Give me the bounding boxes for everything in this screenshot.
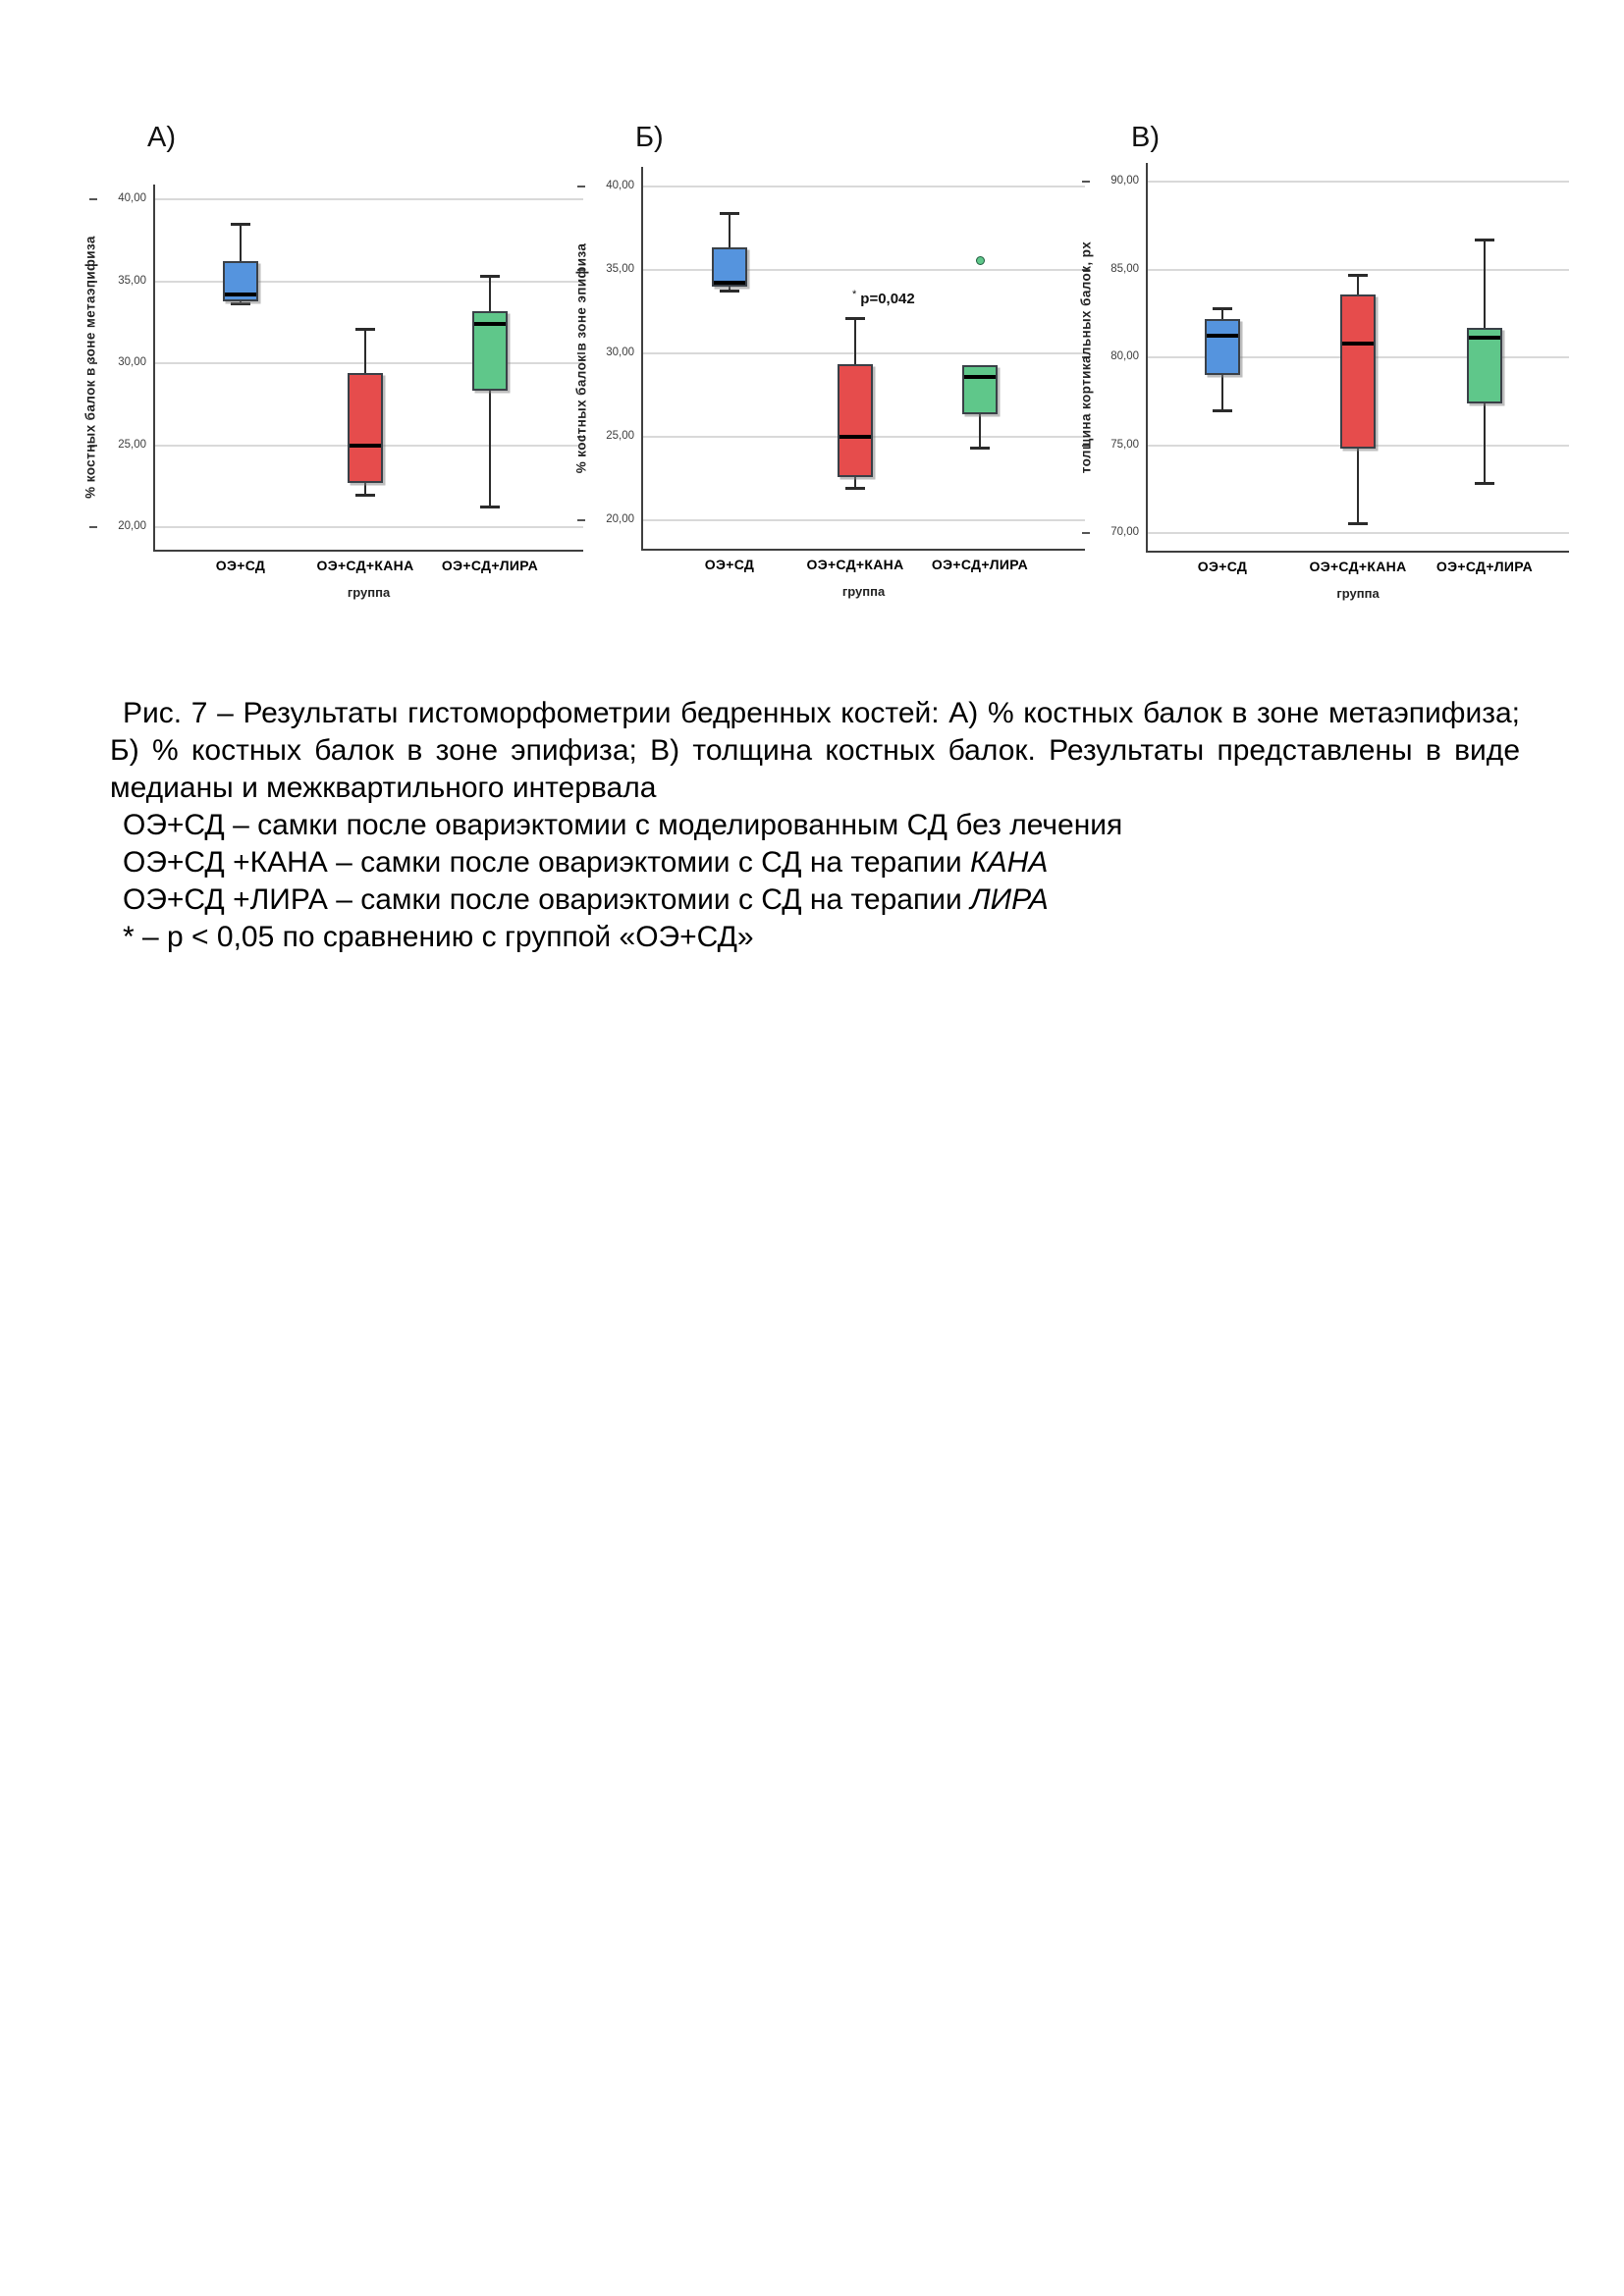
whisker-cap-bottom <box>1348 522 1368 525</box>
y-tick-label: 85,00 <box>1110 262 1139 275</box>
panel-label: А) <box>147 122 176 153</box>
box-ОЭ+СД <box>1205 319 1240 375</box>
x-category-label: ОЭ+СД <box>704 557 755 572</box>
y-tick-mark <box>1082 532 1090 534</box>
whisker-cap-bottom <box>1213 409 1232 412</box>
figure-caption-block <box>110 695 1520 956</box>
y-tick-label: 75,00 <box>1110 438 1139 451</box>
whisker-cap-top <box>1213 307 1232 310</box>
figure-caption: Рис. 7 – Результаты гистоморфометрии бедренных костей: А) % костных балок в зоне метаэпифиза; Б) % костных балок в зоне эпифиза; В) толщина костных балок. Результаты представлены в виде медианы и межквартильного интервала <box>110 697 1520 804</box>
y-tick-label: 30,00 <box>118 356 146 368</box>
y-tick-label: 40,00 <box>606 180 634 191</box>
legend-text: ОЭ+СД +ЛИРА – самки после овариэктомии с СД на терапии <box>123 883 971 916</box>
p-value-text: p=0,042 <box>860 290 915 307</box>
whisker-cap-top <box>1475 239 1494 241</box>
legend-drug-name: КАНА <box>969 846 1049 879</box>
whisker-cap-bottom <box>1475 482 1494 485</box>
x-category-label: ОЭ+СД <box>1197 559 1248 574</box>
whisker-cap-top <box>1348 274 1368 277</box>
y-axis-title: % костных балок в зоне эпифиза <box>573 242 589 473</box>
y-axis-line <box>1146 163 1148 551</box>
legend-text: ОЭ+СД +КАНА – самки после овариэктомии с СД на терапии <box>123 846 970 879</box>
y-tick-mark <box>1082 181 1090 183</box>
gridline <box>1147 269 1569 271</box>
y-tick-label: 25,00 <box>606 430 634 442</box>
x-category-label: ОЭ+СД <box>215 558 266 573</box>
legend-line-oe-sd-kana <box>110 844 1520 881</box>
panel-label: В) <box>1131 122 1160 153</box>
y-tick-label: 70,00 <box>1110 526 1139 538</box>
y-tick-label: 40,00 <box>118 192 146 204</box>
y-axis-title: толщина кортикальных балок, px <box>1078 240 1094 473</box>
x-category-label: ОЭ+СД+КАНА <box>806 557 904 572</box>
x-axis-title: группа <box>1336 586 1380 601</box>
x-category-label: ОЭ+СД+ЛИРА <box>441 558 539 573</box>
y-tick-label: 30,00 <box>606 347 634 358</box>
x-axis-title: группа <box>841 584 886 599</box>
median-line <box>1469 336 1500 340</box>
legend-text: ОЭ+СД – самки после овариэктомии с моделированным СД без лечения <box>123 809 1123 841</box>
x-category-label: ОЭ+СД+ЛИРА <box>1435 559 1534 574</box>
x-axis-line <box>1146 551 1569 553</box>
x-category-label: ОЭ+СД+КАНА <box>316 558 414 573</box>
median-line <box>1342 342 1374 346</box>
legend-line-significance <box>110 919 1520 956</box>
x-category-label: ОЭ+СД+ЛИРА <box>931 557 1029 572</box>
legend-drug-name: ЛИРА <box>970 883 1049 916</box>
median-line <box>1207 334 1238 338</box>
y-tick-label: 90,00 <box>1110 175 1139 187</box>
asterisk: * <box>852 288 857 300</box>
x-category-label: ОЭ+СД+КАНА <box>1309 559 1407 574</box>
y-tick-label: 20,00 <box>118 520 146 532</box>
legend-line-oe-sd <box>110 807 1520 844</box>
y-tick-label: 80,00 <box>1110 350 1139 362</box>
legend-text: * – р < 0,05 по сравнению с группой «ОЭ+СД» <box>123 921 754 953</box>
x-axis-title: группа <box>347 585 391 600</box>
gridline <box>1147 532 1569 534</box>
y-axis-title: % костных балок в зоне метаэпифиза <box>82 236 98 499</box>
panel-label: Б) <box>635 122 664 153</box>
boxplot-chart-cortical-thickness <box>0 0 1624 628</box>
legend-line-oe-sd-lira <box>110 881 1520 919</box>
y-tick-label: 20,00 <box>606 513 634 525</box>
y-tick-label: 25,00 <box>118 438 146 451</box>
y-tick-label: 35,00 <box>118 274 146 287</box>
y-tick-label: 35,00 <box>606 263 634 275</box>
box-ОЭ+СД+КАНА <box>1340 294 1376 450</box>
gridline <box>1147 181 1569 183</box>
